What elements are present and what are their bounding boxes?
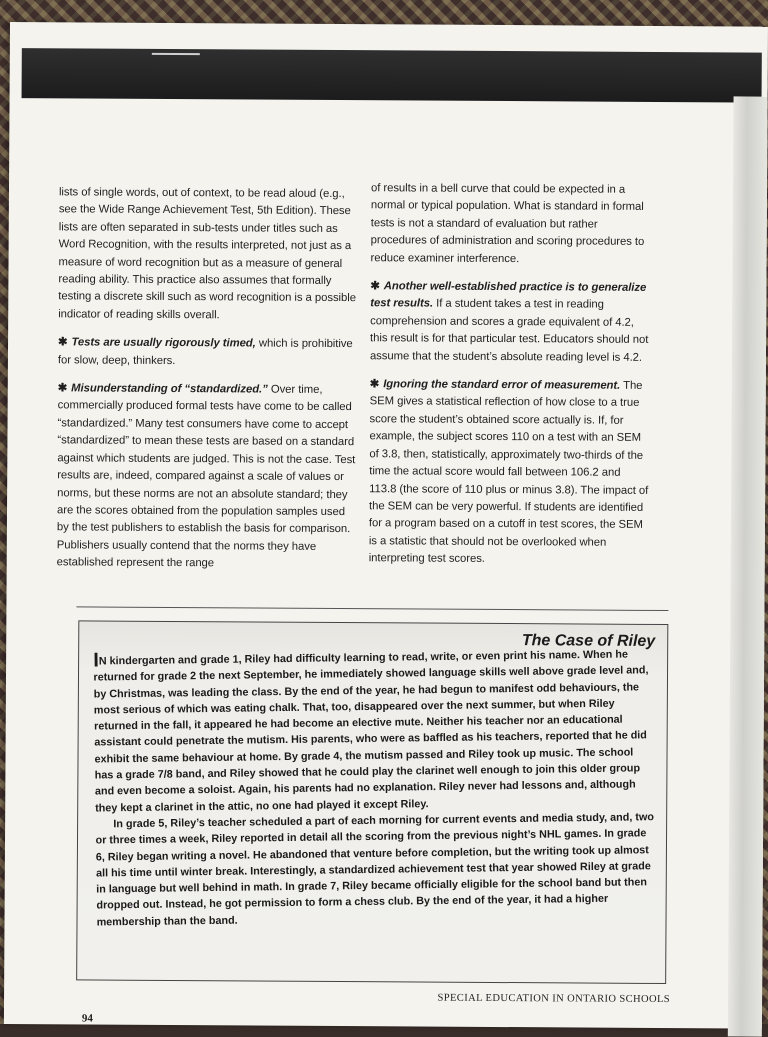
case-study-text — [93, 646, 657, 930]
bullet-text: The SEM gives a statistical reflection of how close to a true score the student’s obtained score actually is. If, for example, the subject scores 110 on a test with an SEM of 3.8, then, statistically, approximately two-thirds of the time the actual score would fall between 106.2 and 113.8 (the score of 110 plus or minus 3.8). The impact of the SEM can be very powerful. If students are identified for a program based on a cutoff in test scores, the SEM is a statistic that should not be overlooked when interpreting test scores. — [368, 379, 649, 566]
drop-cap: I — [93, 649, 99, 672]
facing-page-edge — [728, 96, 768, 1036]
asterisk-icon: ✱ — [58, 336, 68, 349]
bullet-misunderstanding-standardized — [57, 380, 358, 573]
case-paragraph-1-text: N kindergarten and grade 1, Riley had difficulty learning to read, write, or even print his name. When he returned for grade 2 the next September, he immediately showed language skills well above grade level and, by Christmas, was leading the class. By the end of the year, he had begun to manifest odd behaviours, the most serious of which was eating chalk. That, too, disappeared over the next summer, but when Riley returned in the fall, it appeared he had become an elective mute. Neither his teacher nor an educational assistant could penetrate the mutism. His parents, who were as baffled as his teachers, reported that he did exhibit the same behaviour at home. By grade 4, the mutism passed and Riley took up music. The school has a grade 7/8 band, and Riley showed that he could play the clarinet well enough to join this older group and even become a soloist. Again, his parents had no explanation. Riley never had lessons and, although they kept a clarinet in the attic, no one had played it except Riley. — [93, 648, 649, 815]
case-study-box — [76, 620, 668, 984]
running-footer-title: SPECIAL EDUCATION IN ONTARIO SCHOOLS — [437, 992, 671, 1006]
page-top-band — [22, 48, 762, 103]
page-number: 94 — [81, 1012, 93, 1025]
col1-paragraph: lists of single words, out of context, to be read aloud (e.g., see the Wide Range Achievement Test, 5th Edition). These lists are often separated in sub-tests under titles such as Word Recognition, with the results interpreted, not just as a measure of word recognition but as a measure of general reading ability. This practice also assumes that formally testing a discrete skill such as word recognition is a possible indicator of reading skills overall. — [58, 186, 356, 322]
left-column — [57, 184, 359, 584]
section-divider — [76, 606, 668, 611]
col2-paragraph: of results in a bell curve that could be expected in a normal or typical population. What is standard in formal tests is not a standard of evaluation but rather procedures of administration and scoring procedures to reduce examiner interference. — [370, 182, 645, 265]
bullet-lead: Misunderstanding of “standardized.” — [71, 382, 268, 396]
bullet-generalize-results — [370, 278, 651, 367]
bullet-lead: Tests are usually rigorously timed, — [71, 336, 256, 350]
bullet-lead: Another well-established practice is to generalize test results. — [370, 280, 647, 311]
bullet-text: which is prohibitive for slow, deep, thinkers. — [57, 337, 353, 367]
right-column — [369, 180, 651, 580]
band-rule — [152, 53, 200, 55]
case-paragraph-1 — [93, 646, 655, 816]
bullet-text: Over time, commercially produced formal tests have come to be called “standardized.” Many test consumers have come to accept “standardized” to mean these tests are based on a standard against which students are judged. This is not the case. Test results are, indeed, compared against a scale of values or norms, but these norms are not an absolute standard; they are the scores obtained from the population samples used by the test publishers to establish the basis for comparison. Publishers usually contend that the norms they have established represent the range — [56, 383, 356, 570]
case-paragraph-2: In grade 5, Riley’s teacher scheduled a part of each morning for current events and media study, and, two or three times a week, Riley reported in detail all the scoring from the previous night’s NHL games. In grade 6, Riley began writing a novel. He abandoned that venture before completion, but the writing took up almost all his time until winter break. Interestingly, a standardized achievement test that year showed Riley at grade in language but well behind in math. In grade 7, Riley became officially eligible for the school band but then dropped out. Instead, he got permission to form a chess club. By the end of the year, it had a higher membership than the band. — [95, 811, 654, 929]
asterisk-icon: ✱ — [369, 378, 380, 391]
bullet-rigorously-timed — [58, 335, 358, 372]
bullet-standard-error — [369, 376, 650, 569]
book-page — [4, 22, 768, 1029]
case-study-title: The Case of Riley — [521, 632, 656, 650]
bullet-lead: Ignoring the standard error of measurement. — [383, 378, 621, 392]
bullet-text: If a student takes a test in reading comprehension and scores a grade equivalent of 4.2, this result is for that particular test. Educators should not assume that the student’s absolute reading level is 4.2. — [369, 298, 649, 364]
asterisk-icon: ✱ — [370, 280, 380, 293]
asterisk-icon: ✱ — [57, 382, 68, 395]
